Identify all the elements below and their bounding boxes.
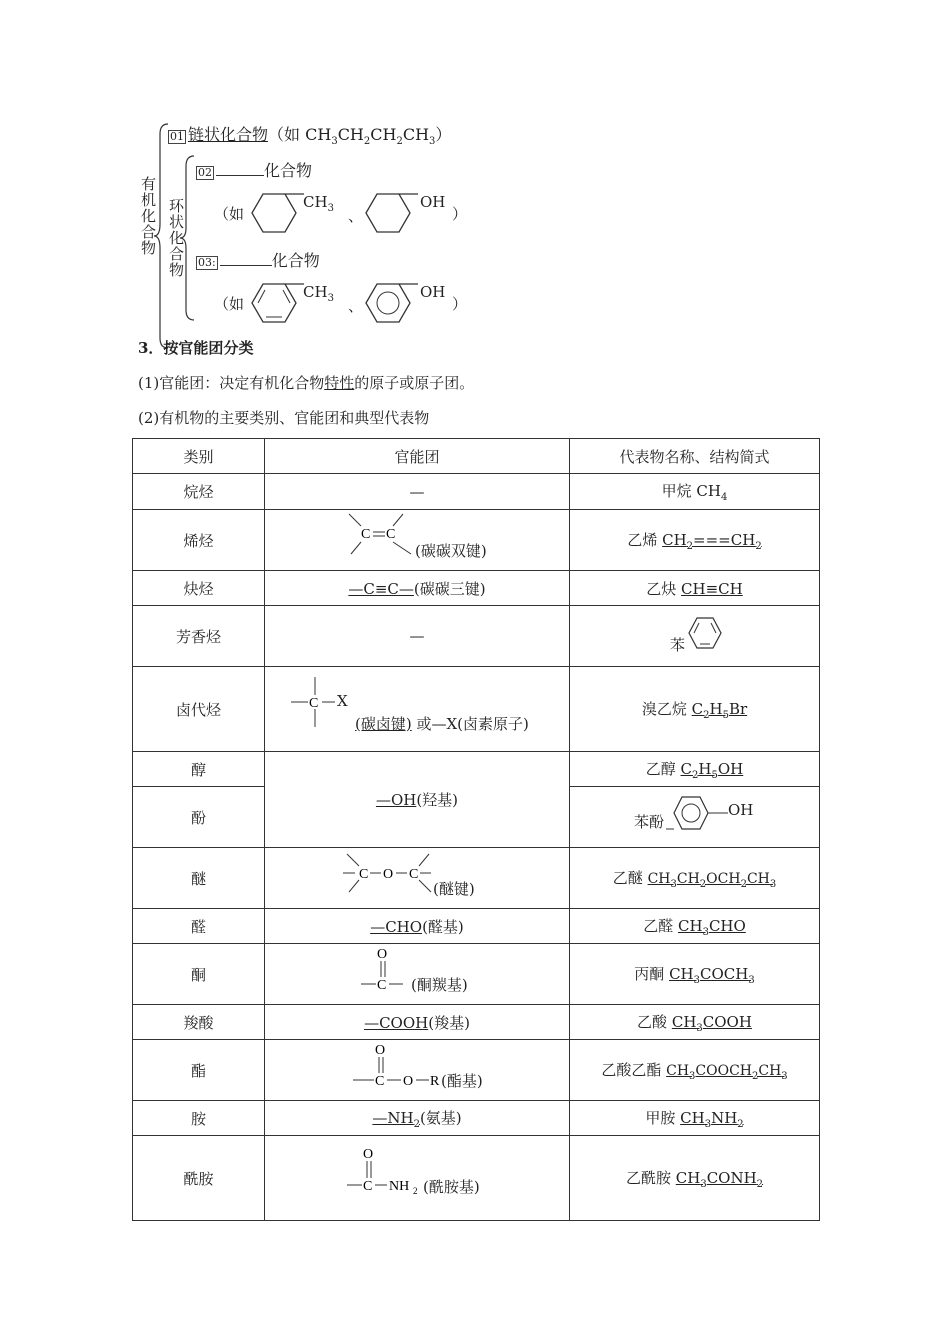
svg-text:C: C [361, 527, 371, 542]
fg-label: (酰胺基) [423, 1178, 480, 1196]
table-row [133, 848, 820, 909]
fg-label: (酮羰基) [411, 976, 468, 994]
svg-text:NH: NH [389, 1179, 410, 1194]
sub2-row [196, 248, 320, 271]
rep-formula: $CH_3COOH$ [671, 1012, 752, 1034]
carbon-halogen-structure [289, 675, 359, 731]
sub2-sep: 、 [348, 297, 364, 315]
header-category: 类别 [133, 439, 265, 474]
category-cell: 酮 [133, 944, 265, 1005]
svg-text:C: C [386, 527, 396, 542]
cyclic-label: 环状化合物 [167, 198, 185, 278]
svg-text:O: O [403, 1074, 414, 1089]
rep-cell: 甲胺 $CH_3NH_2$ [570, 1101, 820, 1136]
chain-label: 链状化合物 [188, 125, 269, 144]
rep-cell: 溴乙烷 $C_2H_5Br$ [570, 667, 820, 752]
rep-formula: $C_2H_5Br$ [691, 699, 748, 721]
chain-row [168, 122, 451, 147]
sub2-blank [220, 265, 272, 266]
fg-cell [265, 667, 570, 752]
fg-label: (碳碳双键) [415, 542, 487, 560]
category-cell: 芳香烃 [133, 606, 265, 667]
rep-formula: $CH_2===CH_2$ [662, 530, 762, 552]
table-header-row [133, 439, 820, 474]
rep-cell: 乙醚 $CH_3CH_2OCH_2CH_3$ [570, 848, 820, 909]
category-cell: 胺 [133, 1101, 265, 1136]
category-cell: 酯 [133, 1040, 265, 1101]
sub1-example-prefix: （如 [214, 205, 245, 223]
fg-cell [265, 510, 570, 571]
table-row [133, 944, 820, 1005]
paragraph-2: (2)有机物的主要类别、官能团和典型代表物 [138, 409, 430, 427]
rep-cell: 乙炔 CH≡CH [570, 571, 820, 606]
ester-structure [345, 1040, 455, 1098]
category-cell: 炔烃 [133, 571, 265, 606]
section-heading: 3．按官能团分类 [138, 339, 254, 357]
svg-text:2: 2 [413, 1186, 418, 1196]
fg-cell: $—NH_2$(氨基) [265, 1101, 570, 1136]
fg-cell: —COOH(羧基) [265, 1005, 570, 1040]
fg-cell [265, 1040, 570, 1101]
sub1-label: 化合物 [264, 161, 313, 180]
fg-cell: —C≡C—(碳碳三键) [265, 571, 570, 606]
svg-text:C: C [359, 867, 369, 882]
sub2-example-suffix: ） [452, 295, 468, 313]
fg-main: $—NH_2$ [372, 1108, 420, 1130]
sub2-group-b: OH [420, 283, 446, 301]
svg-text:C: C [377, 978, 387, 993]
fg-cell [265, 1136, 570, 1221]
svg-text:O: O [363, 1147, 374, 1162]
svg-text:C: C [409, 867, 419, 882]
sub1-group-b: OH [420, 193, 446, 211]
rep-cell: 乙醇 $C_2H_5OH$ [570, 752, 820, 787]
svg-text:C: C [309, 696, 319, 711]
category-cell: 羧酸 [133, 1005, 265, 1040]
root-label: 有机化合物 [139, 176, 157, 256]
rep-cell: 乙酸 $CH_3COOH$ [570, 1005, 820, 1040]
table-row [133, 909, 820, 944]
sub2-group-a: $CH_3$ [303, 283, 334, 304]
functional-group-table [132, 438, 820, 1221]
alkene-double-bond-structure [343, 512, 423, 568]
fg-label: (醚键) [433, 880, 475, 898]
fg-cell: —OH(羟基) [265, 752, 570, 848]
rep-cell: 乙酸乙酯 $CH_3COOCH_2CH_3$ [570, 1040, 820, 1101]
svg-text:C: C [375, 1074, 385, 1089]
category-cell: 酰胺 [133, 1136, 265, 1221]
table-row [133, 1040, 820, 1101]
rep-formula: $CH_3CHO$ [678, 916, 746, 938]
rep-formula: $CH_3COOCH_2CH_3$ [666, 1062, 788, 1082]
benzene-structure [685, 612, 725, 654]
sub1-example-suffix: ） [452, 205, 468, 223]
rep-formula: $CH_3CONH_2$ [675, 1168, 764, 1190]
rep-cell: 乙烯 $CH_2===CH_2$ [570, 510, 820, 571]
rep-formula: $C_2H_5OH$ [680, 759, 744, 781]
sub2-label: 化合物 [271, 251, 320, 270]
rep-name: 苯酚 [634, 813, 665, 831]
sub1-sep: 、 [348, 207, 364, 225]
table-row [133, 752, 820, 787]
rep-cell: 甲烷 $CH_4$ [570, 474, 820, 510]
category-cell: 醛 [133, 909, 265, 944]
table-row [133, 510, 820, 571]
num-02: 02 [198, 166, 212, 179]
num-01: 01 [170, 130, 184, 143]
rep-formula: $CH_3CH_2OCH_2CH_3$ [647, 870, 777, 890]
svg-text:O: O [375, 1043, 386, 1058]
halogen-x: X [337, 692, 348, 710]
rep-formula: $CH_3NH_2$ [680, 1108, 744, 1130]
category-cell: 醇 [133, 752, 265, 787]
fg-label: (酯基) [441, 1072, 483, 1090]
sub1-row [196, 158, 312, 181]
svg-text:O: O [383, 867, 394, 882]
fg-cell [265, 944, 570, 1005]
paragraph-1: (1)官能团：决定有机化合物特性的原子或原子团。 [138, 374, 475, 392]
table-row [133, 1136, 820, 1221]
chain-example: （如 $CH_3CH_2CH_2CH_3$） [268, 125, 452, 148]
fg-cell: — [265, 474, 570, 510]
svg-text:C: C [363, 1179, 373, 1194]
header-functional-group: 官能团 [265, 439, 570, 474]
rep-cell [570, 606, 820, 667]
fg-cell: — [265, 606, 570, 667]
sub1-group-a: $CH_3$ [303, 193, 334, 214]
category-cell: 醚 [133, 848, 265, 909]
fg-cell: —CHO(醛基) [265, 909, 570, 944]
table-row [133, 667, 820, 752]
svg-text:R: R [430, 1074, 440, 1089]
rep-cell: 丙酮 $CH_3COCH_3$ [570, 944, 820, 1005]
num-03: 03: [198, 256, 216, 269]
category-cell: 卤代烃 [133, 667, 265, 752]
rep-name: 苯 [670, 636, 686, 654]
fg-cell [265, 848, 570, 909]
table-row [133, 1101, 820, 1136]
ketone-carbonyl-structure [359, 944, 419, 1002]
keyword-property: 特性 [324, 374, 355, 392]
category-cell: 酚 [133, 787, 265, 848]
rep-cell [570, 787, 820, 848]
table-row [133, 474, 820, 510]
category-cell: 烷烃 [133, 474, 265, 510]
table-row [133, 571, 820, 606]
svg-text:O: O [377, 947, 388, 962]
sub2-example-prefix: （如 [214, 295, 245, 313]
sub1-blank [216, 175, 264, 176]
rep-cell: 乙酰胺 $CH_3CONH_2$ [570, 1136, 820, 1221]
table-row [133, 606, 820, 667]
table-row [133, 1005, 820, 1040]
header-representative: 代表物名称、结构简式 [570, 439, 820, 474]
rep-formula: $CH_3COCH_3$ [669, 964, 755, 986]
category-cell: 烯烃 [133, 510, 265, 571]
rep-group: OH [728, 801, 754, 819]
rep-cell: 乙醛 $CH_3CHO$ [570, 909, 820, 944]
fg-label: (碳卤键) 或—X(卤素原子) [355, 715, 529, 733]
